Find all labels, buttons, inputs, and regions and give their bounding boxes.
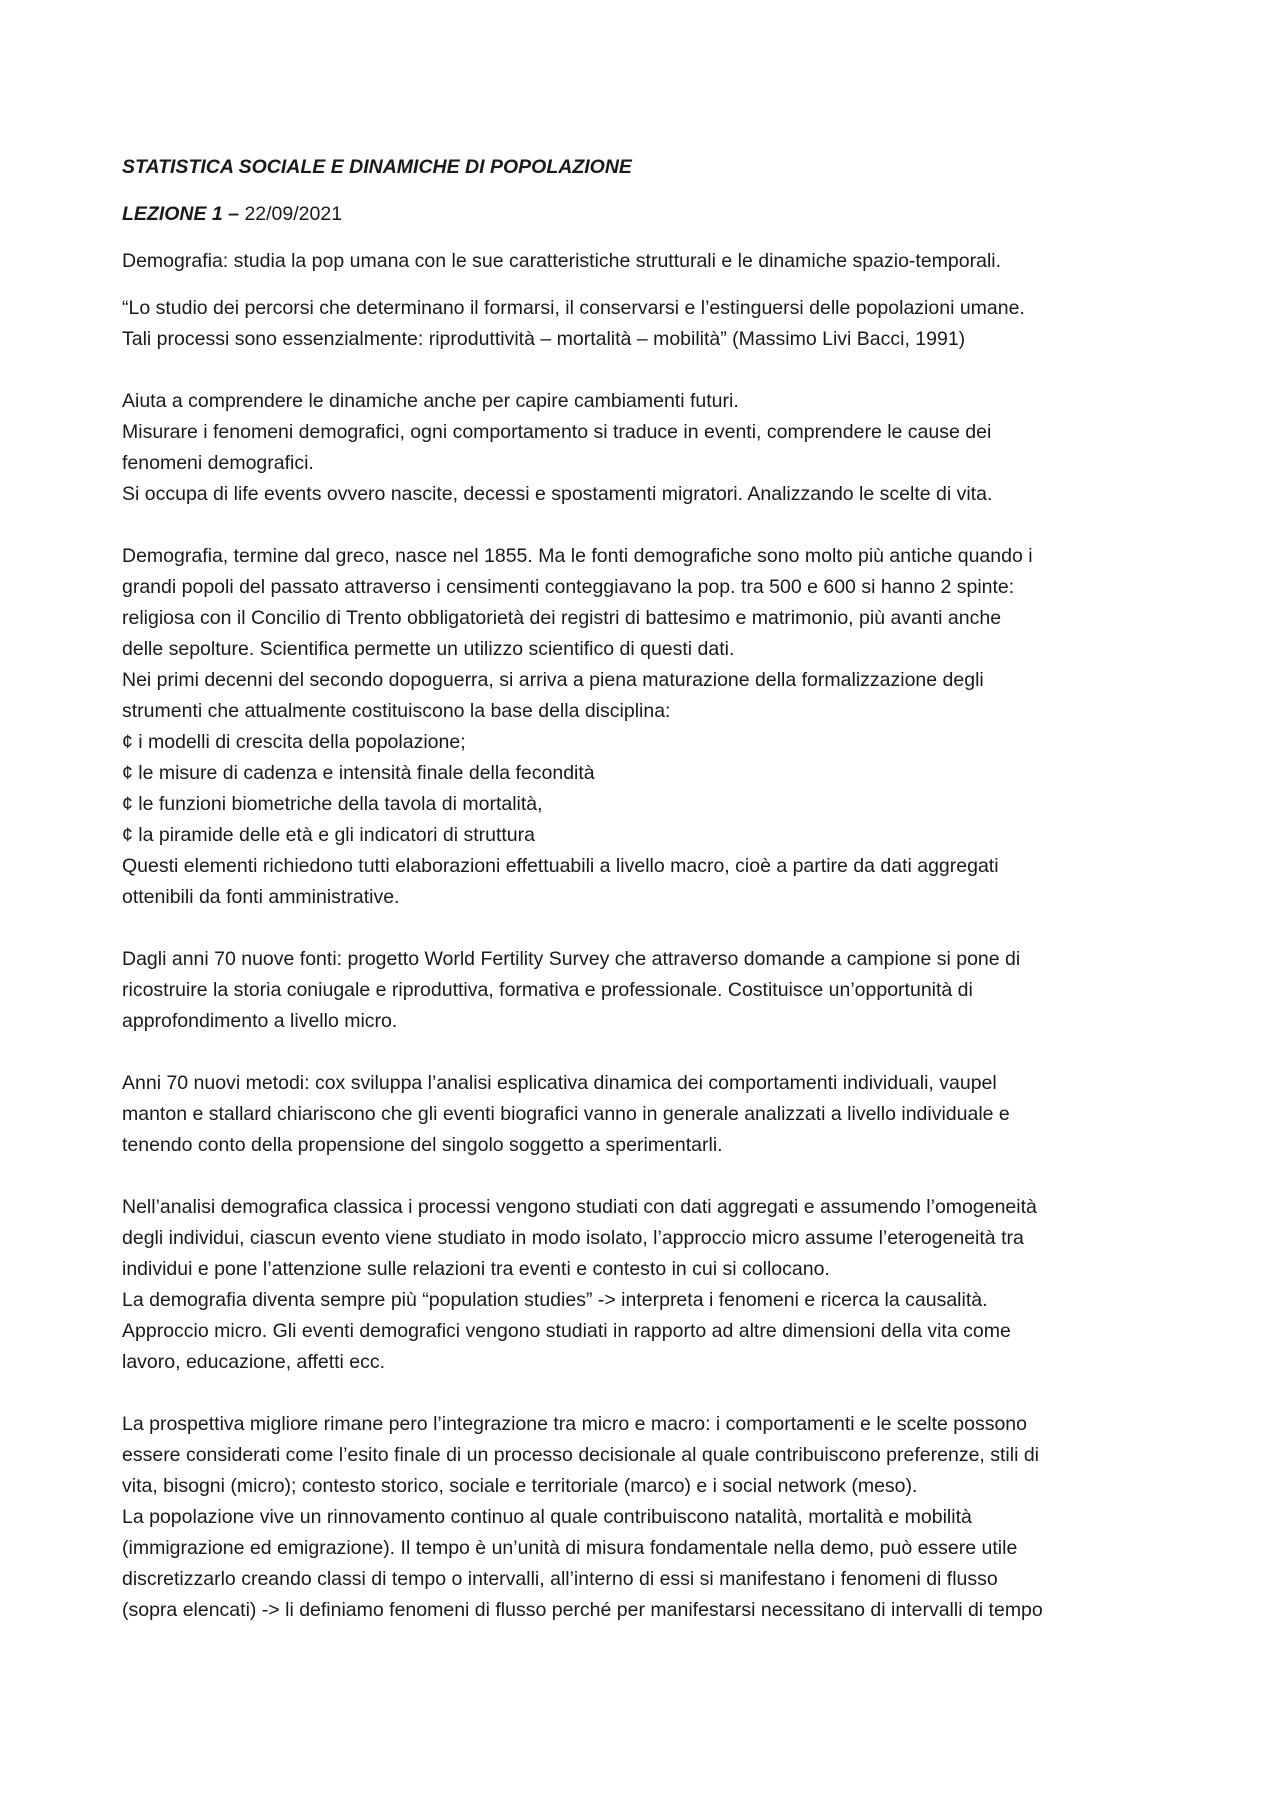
text-line: lavoro, educazione, affetti ecc. <box>122 1351 386 1373</box>
text-line: tenendo conto della propensione del singolo soggetto a sperimentarli. <box>122 1134 723 1156</box>
text-line: degli individui, ciascun evento viene studiato in modo isolato, l’approccio micro assume l’eterogeneità tra <box>122 1227 1024 1249</box>
quote-paragraph <box>122 293 1162 355</box>
text-line: Demografia, termine dal greco, nasce nel 1855. Ma le fonti demografiche sono molto più antiche quando i <box>122 545 1033 567</box>
paragraph-purpose <box>122 386 1162 510</box>
text-line: vita, bisogni (micro); contesto storico, sociale e territoriale (marco) e i social network (meso). <box>122 1475 918 1497</box>
text-line: fenomeni demografici. <box>122 452 314 474</box>
text-line: Tali processi sono essenzialmente: riproduttività – mortalità – mobilità” (Massimo Livi Bacci, 1991) <box>122 328 966 350</box>
text-line: Approccio micro. Gli eventi demografici vengono studiati in rapporto ad altre dimensioni della vita come <box>122 1320 1011 1342</box>
text-line: essere considerati come l’esito finale di un processo decisionale al quale contribuiscono preferenze, stili di <box>122 1444 1040 1466</box>
text-line: ricostruire la storia coniugale e riproduttiva, formativa e professionale. Costituisce un’opportunità di <box>122 979 973 1001</box>
text-line: approfondimento a livello micro. <box>122 1010 398 1032</box>
paragraph-integration <box>122 1409 1162 1626</box>
lesson-date: 22/09/2021 <box>239 203 343 225</box>
text-line: La demografia diventa sempre più “population studies” -> interpreta i fenomeni e ricerca la causalità. <box>122 1289 988 1311</box>
list-item: ¢ le misure di cadenza e intensità finale della fecondità <box>122 762 595 784</box>
lesson-label: LEZIONE 1 – <box>122 203 240 225</box>
text-line: religiosa con il Concilio di Trento obbligatorietà dei registri di battesimo e matrimonio, più avanti anche <box>122 607 1002 629</box>
paragraph-history <box>122 541 1162 913</box>
text-line: Nell’analisi demografica classica i processi vengono studiati con dati aggregati e assumendo l’omogeneità <box>122 1196 1037 1218</box>
definition-paragraph: Demografia: studia la pop umana con le sue caratteristiche strutturali e le dinamiche spazio-temporali. <box>122 250 1002 272</box>
paragraph-new-sources <box>122 944 1162 1037</box>
lesson-heading <box>122 199 1162 230</box>
text-line: (sopra elencati) -> li definiamo fenomeni di flusso perché per manifestarsi necessitano di intervalli di tempo <box>122 1599 1043 1621</box>
text-line: Nei primi decenni del secondo dopoguerra, si arriva a piena maturazione della formalizzazione degli <box>122 669 984 691</box>
text-line: grandi popoli del passato attraverso i censimenti conteggiavano la pop. tra 500 e 600 si hanno 2 spinte: <box>122 576 1015 598</box>
text-line: strumenti che attualmente costituiscono la base della disciplina: <box>122 700 671 722</box>
document-title: STATISTICA SOCIALE E DINAMICHE DI POPOLAZIONE <box>122 156 632 178</box>
text-line: Dagli anni 70 nuove fonti: progetto World Fertility Survey che attraverso domande a campione si pone di <box>122 948 1021 970</box>
document-page <box>122 152 1162 1657</box>
text-line: “Lo studio dei percorsi che determinano il formarsi, il conservarsi e l’estinguersi delle popolazioni umane. <box>122 297 1025 319</box>
text-line: Questi elementi richiedono tutti elaborazioni effettuabili a livello macro, cioè a partire da dati aggregati <box>122 855 999 877</box>
text-line: Si occupa di life events ovvero nascite, decessi e spostamenti migratori. Analizzando le scelte di vita. <box>122 483 993 505</box>
text-line: Misurare i fenomeni demografici, ogni comportamento si traduce in eventi, comprendere le cause dei <box>122 421 992 443</box>
paragraph-classic-analysis <box>122 1192 1162 1378</box>
text-line: manton e stallard chiariscono che gli eventi biografici vanno in generale analizzati a livello individuale e <box>122 1103 1010 1125</box>
text-line: Aiuta a comprendere le dinamiche anche per capire cambiamenti futuri. <box>122 390 739 412</box>
text-line: delle sepolture. Scientifica permette un utilizzo scientifico di questi dati. <box>122 638 735 660</box>
list-item: ¢ le funzioni biometriche della tavola di mortalità, <box>122 793 543 815</box>
text-line: ottenibili da fonti amministrative. <box>122 886 400 908</box>
list-item: ¢ i modelli di crescita della popolazione; <box>122 731 466 753</box>
list-item: ¢ la piramide delle età e gli indicatori di struttura <box>122 824 535 846</box>
paragraph-new-methods <box>122 1068 1162 1161</box>
text-line: (immigrazione ed emigrazione). Il tempo è un’unità di misura fondamentale nella demo, può essere utile <box>122 1537 1018 1559</box>
text-line: La prospettiva migliore rimane pero l’integrazione tra micro e macro: i comportamenti e le scelte possono <box>122 1413 1027 1435</box>
text-line: Anni 70 nuovi metodi: cox sviluppa l’analisi esplicativa dinamica dei comportamenti individuali, vaupel <box>122 1072 997 1094</box>
text-line: La popolazione vive un rinnovamento continuo al quale contribuiscono natalità, mortalità e mobilità <box>122 1506 972 1528</box>
text-line: individui e pone l’attenzione sulle relazioni tra eventi e contesto in cui si collocano. <box>122 1258 830 1280</box>
text-line: discretizzarlo creando classi di tempo o intervalli, all’interno di essi si manifestano i fenomeni di flusso <box>122 1568 998 1590</box>
